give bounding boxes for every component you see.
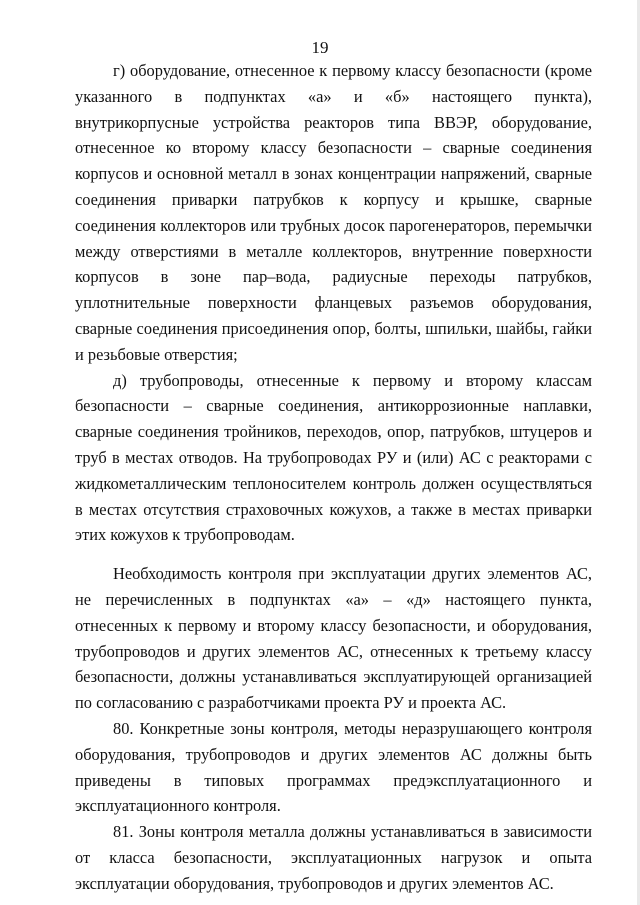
paragraph-other-elements: Необходимость контроля при эксплуатации других элементов АС, не перечисленных в подпунктах «а» – «д» настоящего пункта, отнесенных к первому и второму классу безопасности, и оборудования, трубопроводов и других элементов АС, отнесенных к третьему классу безопасности, должны устанавливаться эксплуатирующей организацией по согласованию с разработчиками проекта РУ и проекта АС. (75, 564, 592, 713)
paragraph-item-g: г) оборудование, отнесенное к первому классу безопасности (кроме указанного в подпунктах «а» и «б» настоящего пункта), внутрикорпусные устройства реакторов типа ВВЭР, оборудование, отнесенное ко второму классу безопасности – сварные соединения корпусов и основной металл в зонах концентрации напряжений, сварные соединения приварки патрубков к корпусу и крышке, сварные соединения коллекторов или трубных досок парогенераторов, перемычки между отверстиями в металле коллекторов, внутренние поверхности корпусов в зоне пар–вода, радиусные переходы патрубков, уплотнительные поверхности фланцевых разъемов оборудования, сварные соединения присоединения опор, болты, шпильки, шайбы, гайки и резьбовые отверстия; (75, 61, 592, 364)
paragraph-item-d: д) трубопроводы, отнесенные к первому и второму классам безопасности – сварные соединения, антикоррозионные наплавки, сварные соединения тройников, переходов, опор, патрубков, штуцеров и труб в местах отводов. На трубопроводах РУ и (или) АС с реакторами с жидкометаллическим теплоносителем контроль должен осуществляться в местах отсутствия страховочных кожухов, а также в местах приварки этих кожухов к трубопроводам. (75, 370, 592, 545)
paragraph-clause-81: 81. Зоны контроля металла должны устанавливаться в зависимости от класса безопасности, эксплуатационных нагрузок и опыта эксплуатации оборудования, трубопроводов и других элементов АС. (75, 822, 592, 893)
document-body (75, 58, 592, 897)
page-number: 19 (311, 38, 329, 57)
paragraph-clause-80: 80. Конкретные зоны контроля, методы неразрушающего контроля оборудования, трубопроводов и других элементов АС должны быть приведены в типовых программах предэксплуатационного и эксплуатационного контроля. (75, 718, 592, 816)
